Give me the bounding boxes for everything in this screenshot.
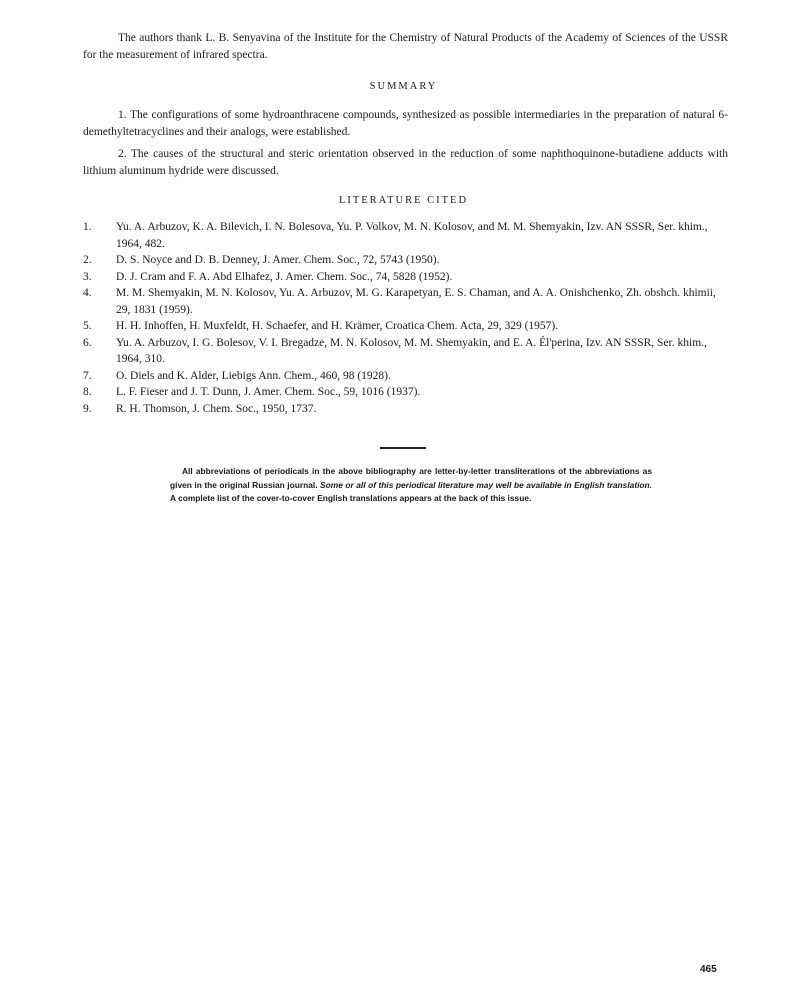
reference-number: 5. — [83, 320, 92, 332]
reference-number: 7. — [83, 369, 92, 382]
reference-number: 2. — [83, 254, 92, 266]
summary-item-1: 1. The configurations of some hydroanthracene compounds, synthesized as possible intermediaries in the preparation of natural 6-demethyltetracyclines and their analogs, were established. — [83, 109, 728, 138]
reference-text: D. S. Noyce and D. B. Denney, J. Amer. Chem. Soc., 72, 5743 (1950). — [116, 254, 440, 266]
reference-text: O. Diels and K. Alder, Liebigs Ann. Chem., 460, 98 (1928). — [116, 369, 391, 382]
reference-item — [83, 285, 728, 318]
note-text-part-2: A complete list of the cover-to-cover English translations appears at the back of this issue. — [170, 493, 532, 503]
literature-cited-heading: LITERATURE CITED — [338, 195, 469, 206]
reference-item — [83, 368, 728, 385]
reference-number: 8. — [83, 386, 92, 398]
reference-text: D. J. Cram and F. A. Abd Elhafez, J. Amer. Chem. Soc., 74, 5828 (1952). — [116, 270, 453, 283]
reference-number: 1. — [83, 221, 92, 233]
reference-list — [83, 219, 728, 417]
reference-item — [83, 269, 728, 286]
reference-item — [83, 401, 728, 418]
page-number: 465 — [700, 964, 717, 975]
reference-text: M. M. Shemyakin, M. N. Kolosov, Yu. A. Arbuzov, M. G. Karapetyan, E. S. Chaman, and A. A. Onishchenko, Zh. obshch. khimii, 29, 1831 (1959). — [116, 287, 716, 316]
reference-number: 3. — [83, 270, 92, 283]
note-text-part-1: All abbreviations of periodicals in the above bibliography are letter-by-letter transliterations of the abbreviations as given in the original Russian journal. — [170, 466, 652, 490]
acknowledgment-paragraph: The authors thank L. B. Senyavina of the Institute for the Chemistry of Natural Products of the Academy of Sciences of the USSR for the measurement of infrared spectra. — [83, 32, 728, 61]
reference-number: 9. — [83, 402, 92, 415]
reference-number: 6. — [83, 336, 92, 349]
reference-text: L. F. Fieser and J. T. Dunn, J. Amer. Chem. Soc., 59, 1016 (1937). — [116, 386, 421, 398]
reference-item — [83, 384, 728, 401]
translation-note — [170, 465, 652, 506]
reference-item — [83, 219, 728, 252]
reference-item — [83, 252, 728, 269]
reference-item — [83, 335, 728, 368]
note-text-italic: Some or all of this periodical literature may well be available in English translation. — [320, 479, 652, 490]
reference-text: H. H. Inhoffen, H. Muxfeldt, H. Schaefer, and H. Krämer, Croatica Chem. Acta, 29, 329 (1957). — [116, 320, 559, 332]
reference-item — [83, 318, 728, 335]
reference-number: 4. — [83, 287, 92, 299]
summary-heading: SUMMARY — [369, 81, 438, 92]
reference-text: Yu. A. Arbuzov, K. A. Bilevich, I. N. Bolesova, Yu. P. Volkov, M. N. Kolosov, and M. M. Shemyakin, Izv. AN SSSR, Ser. khim., 1964, 482. — [116, 221, 708, 250]
section-divider — [380, 447, 426, 449]
reference-text: R. H. Thomson, J. Chem. Soc., 1950, 1737. — [116, 402, 317, 415]
summary-item-2: 2. The causes of the structural and steric orientation observed in the reduction of some naphthoquinone-butadiene adducts with lithium aluminum hydride were discussed. — [83, 148, 728, 177]
reference-text: Yu. A. Arbuzov, I. G. Bolesov, V. I. Bregadze, M. N. Kolosov, M. M. Shemyakin, and E. A. Él'perina, Izv. AN SSSR, Ser. khim., 1964, 310. — [116, 336, 707, 365]
